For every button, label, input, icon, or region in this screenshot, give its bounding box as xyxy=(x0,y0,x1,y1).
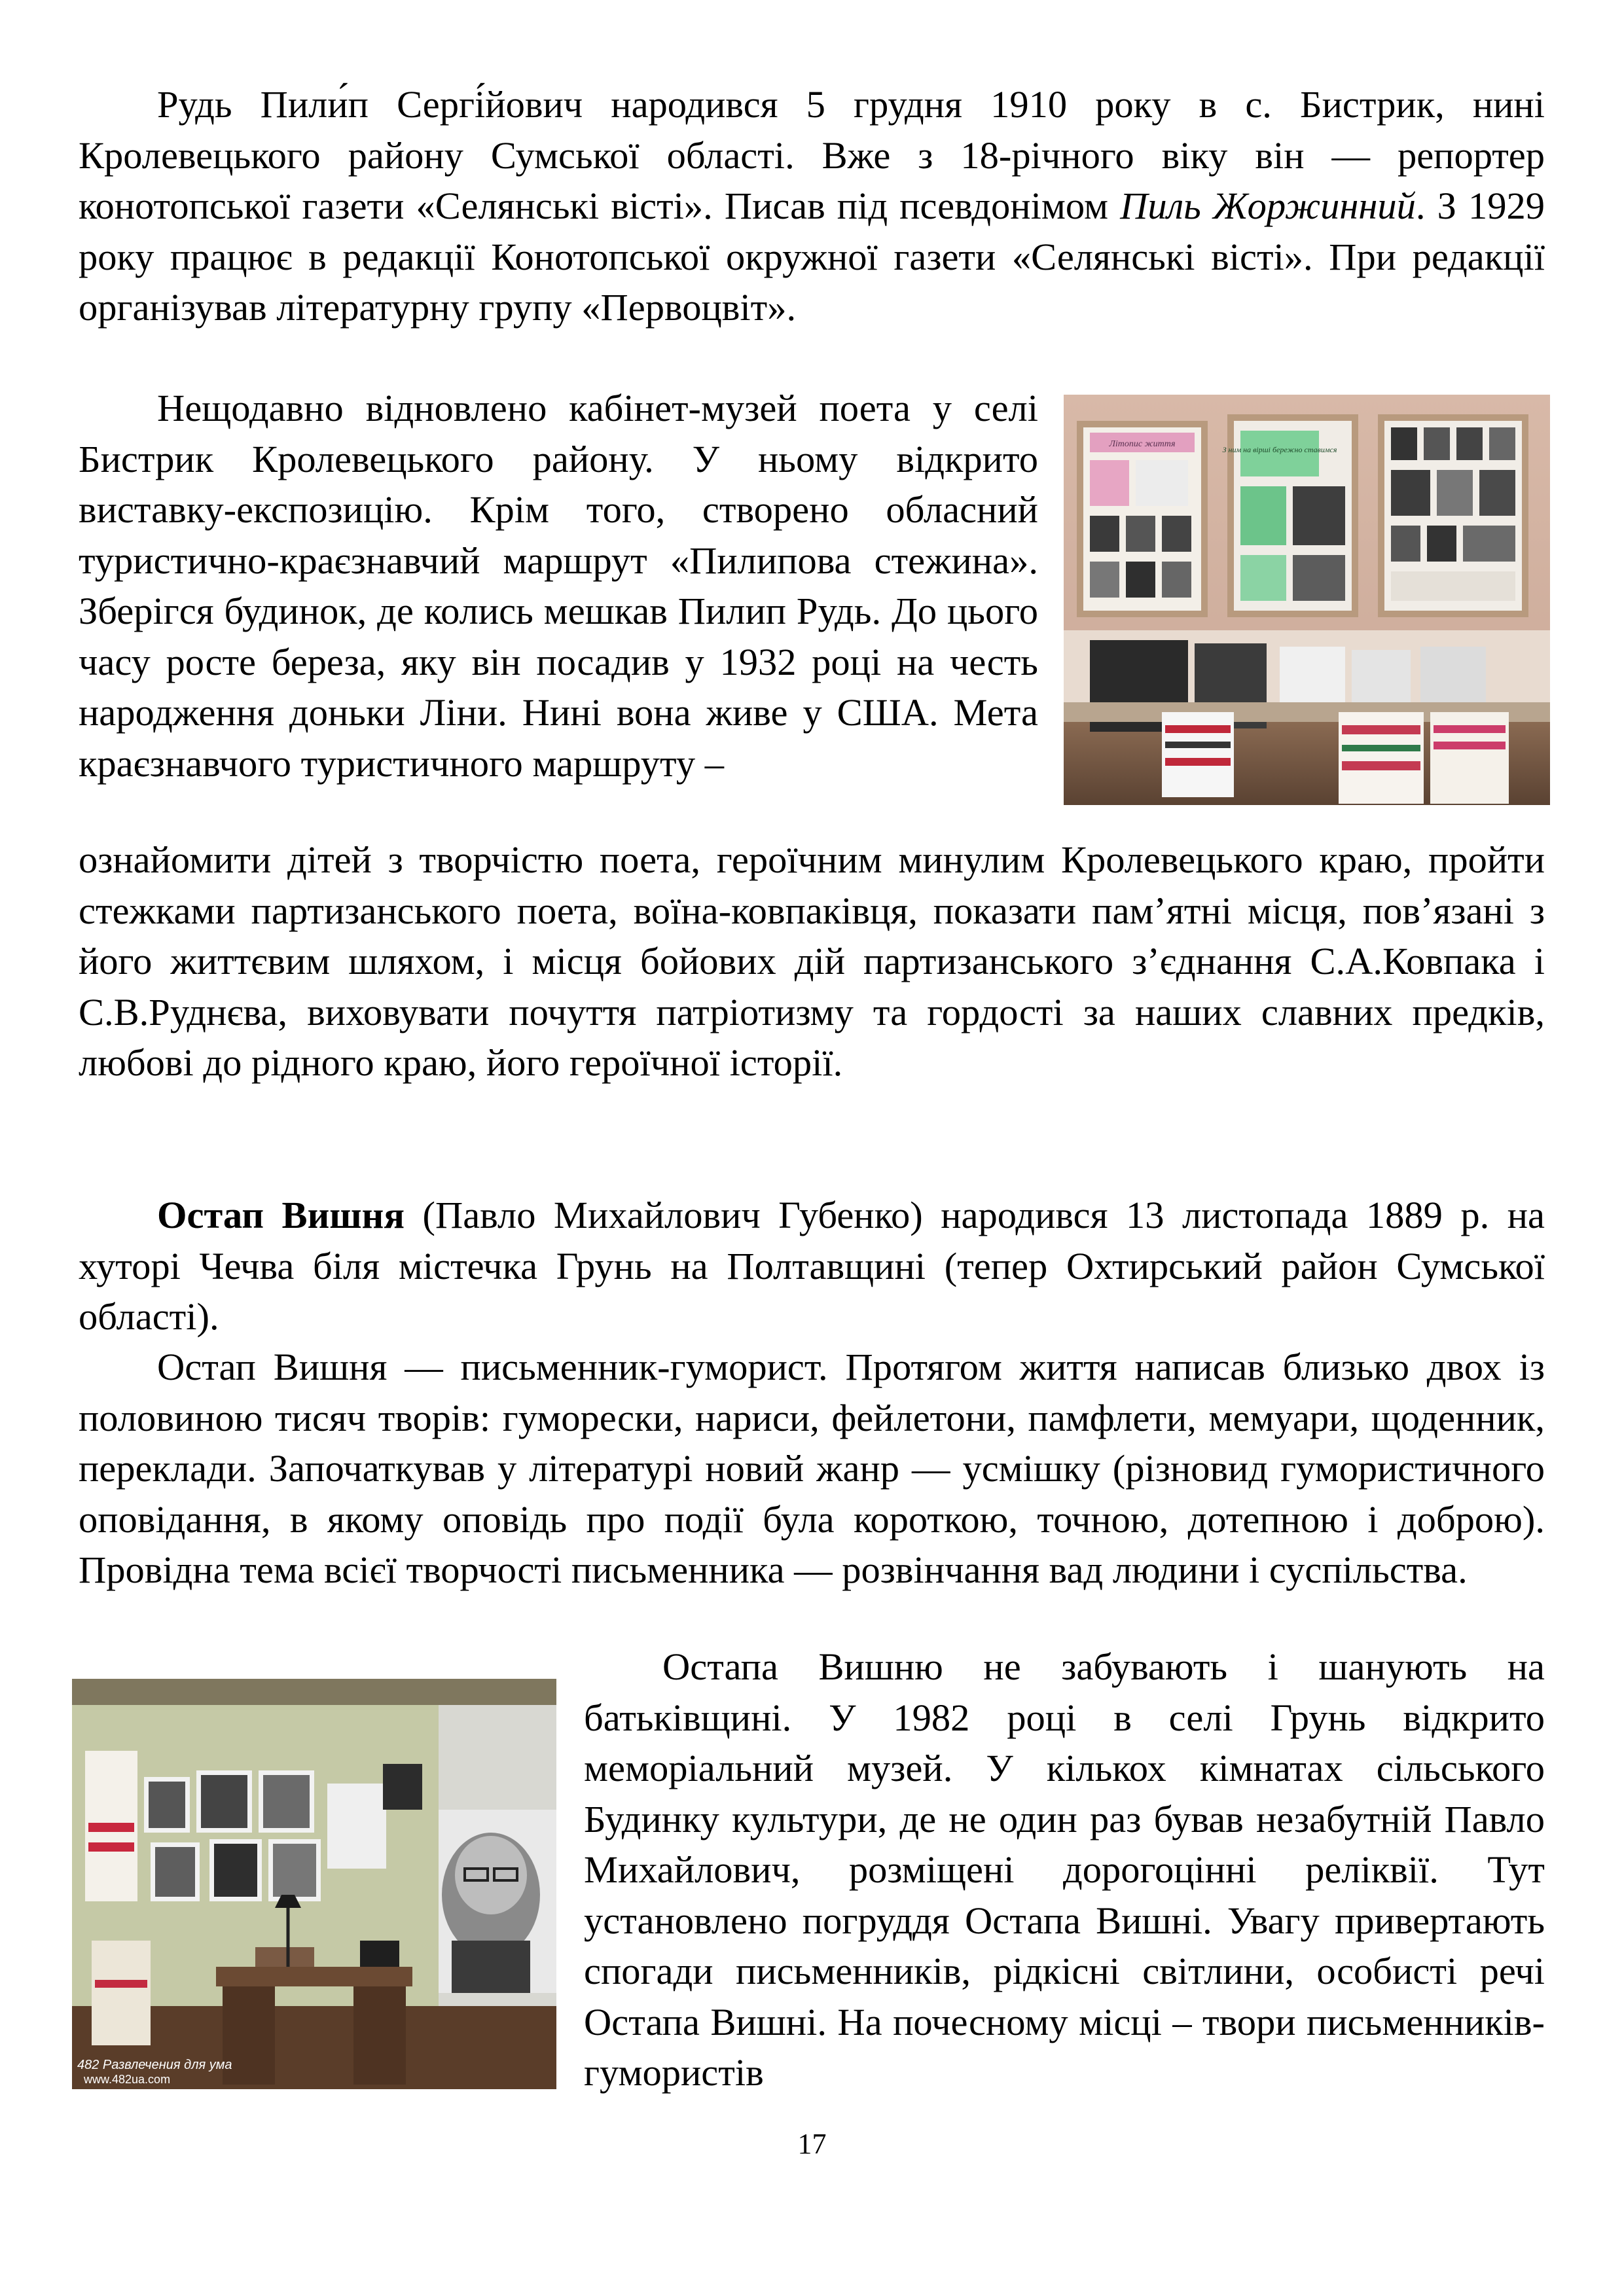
photo-watermark-line1: 482 Развлечения для ума xyxy=(77,2058,232,2072)
page-number: 17 xyxy=(797,2128,827,2160)
pseudonym: Пиль Жоржинний xyxy=(1120,185,1416,227)
paragraph-vyshnia-works: Остап Вишня — письменник-гуморист. Протягом життя написав близько двох із половиною тисяч творів: гуморески, нариси, фейлетони, памфлети, мемуари, щоденник, переклади. Започаткував у літературі новий жанр — усмішку (різновид гумористичного оповідання, в якому оповідь про події була короткою, точною, дотепною і доброю). Провідна тема всієї творчості письменника — розвінчання вад людини і суспільства. xyxy=(79,1346,1545,1591)
poster-title-1: Літопис життя xyxy=(1109,439,1176,449)
museum-photo-vyshnia xyxy=(72,1679,556,2089)
paragraph-rud-intro xyxy=(79,79,1545,333)
paragraph-rud-museum-top: Нещодавно відновлено кабінет-музей поета у селі Бистрик Кролевецького району. У ньому відкрито виставку-експозицію. Крім того, створено обласний туристично-краєзнавчий маршрут «Пилипова стежина». Зберігся будинок, де колись мешкав Пилип Рудь. До цього часу росте береза, яку він посадив у 1932 році на честь народження доньки Ліни. Нині вона живе у США. Мета краєзнавчого туристичного маршруту – xyxy=(79,387,1038,785)
photo-watermark-line2: www.482ua.com xyxy=(84,2073,171,2086)
paragraph-text: . З 1929 року працює в редакції Конотопської окружної газети «Селянські вісті». При редакції організував літературну групу «Первоцвіт». xyxy=(79,185,1545,329)
poster-title-2: З ним на вірші бережно ставимся xyxy=(1222,445,1337,454)
paragraph-vyshnia-museum: Остапа Вишню не забувають і шанують на батьківщині. У 1982 році в селі Грунь відкрито меморіальний музей. У кількох кімнатах сільського Будинку культури, де не один раз бував незабутній Павло Михайлович, розміщені дорогоцінні реліквії. Тут установлено погруддя Остапа Вишні. Увагу привертають спогади письменників, рідкісні світлини, особисті речі Остапа Вишні. На почесному місці – твори письменників-гумористів xyxy=(584,1645,1545,2094)
author-name: Остап Вишня xyxy=(157,1194,405,1236)
paragraph-text: Рудь Пили́п Сергі́йович народився 5 грудня 1910 року в с. Бистрик, нині Кролевецького району Сумської області. Вже з 18-річного віку він — репортер конотопської газети «Селянські вісті». Писав під псевдонімом xyxy=(79,83,1545,227)
museum-photo-rud xyxy=(1064,395,1550,805)
paragraph-text: (Павло Михайлович Губенко) народився 13 листопада 1889 р. на хуторі Чечва біля містечка Грунь на Полтавщині (тепер Охтирський район Сумської області). xyxy=(79,1194,1545,1338)
paragraph-rud-museum-bottom: ознайомити дітей з творчістю поета, героїчним минулим Кролевецького краю, пройти стежками партизанського поета, воїна-ковпаківця, показати пам’ятні місця, пов’язані з його життєвим шляхом, і місця бойових дій партизанського з’єднання С.А.Ковпака і С.В.Руднєва, виховувати почуття патріотизму та гордості за наших славних предків, любові до рідного краю, його героїчної історії. xyxy=(79,838,1545,1084)
paragraph-vyshnia-intro xyxy=(79,1190,1545,1342)
